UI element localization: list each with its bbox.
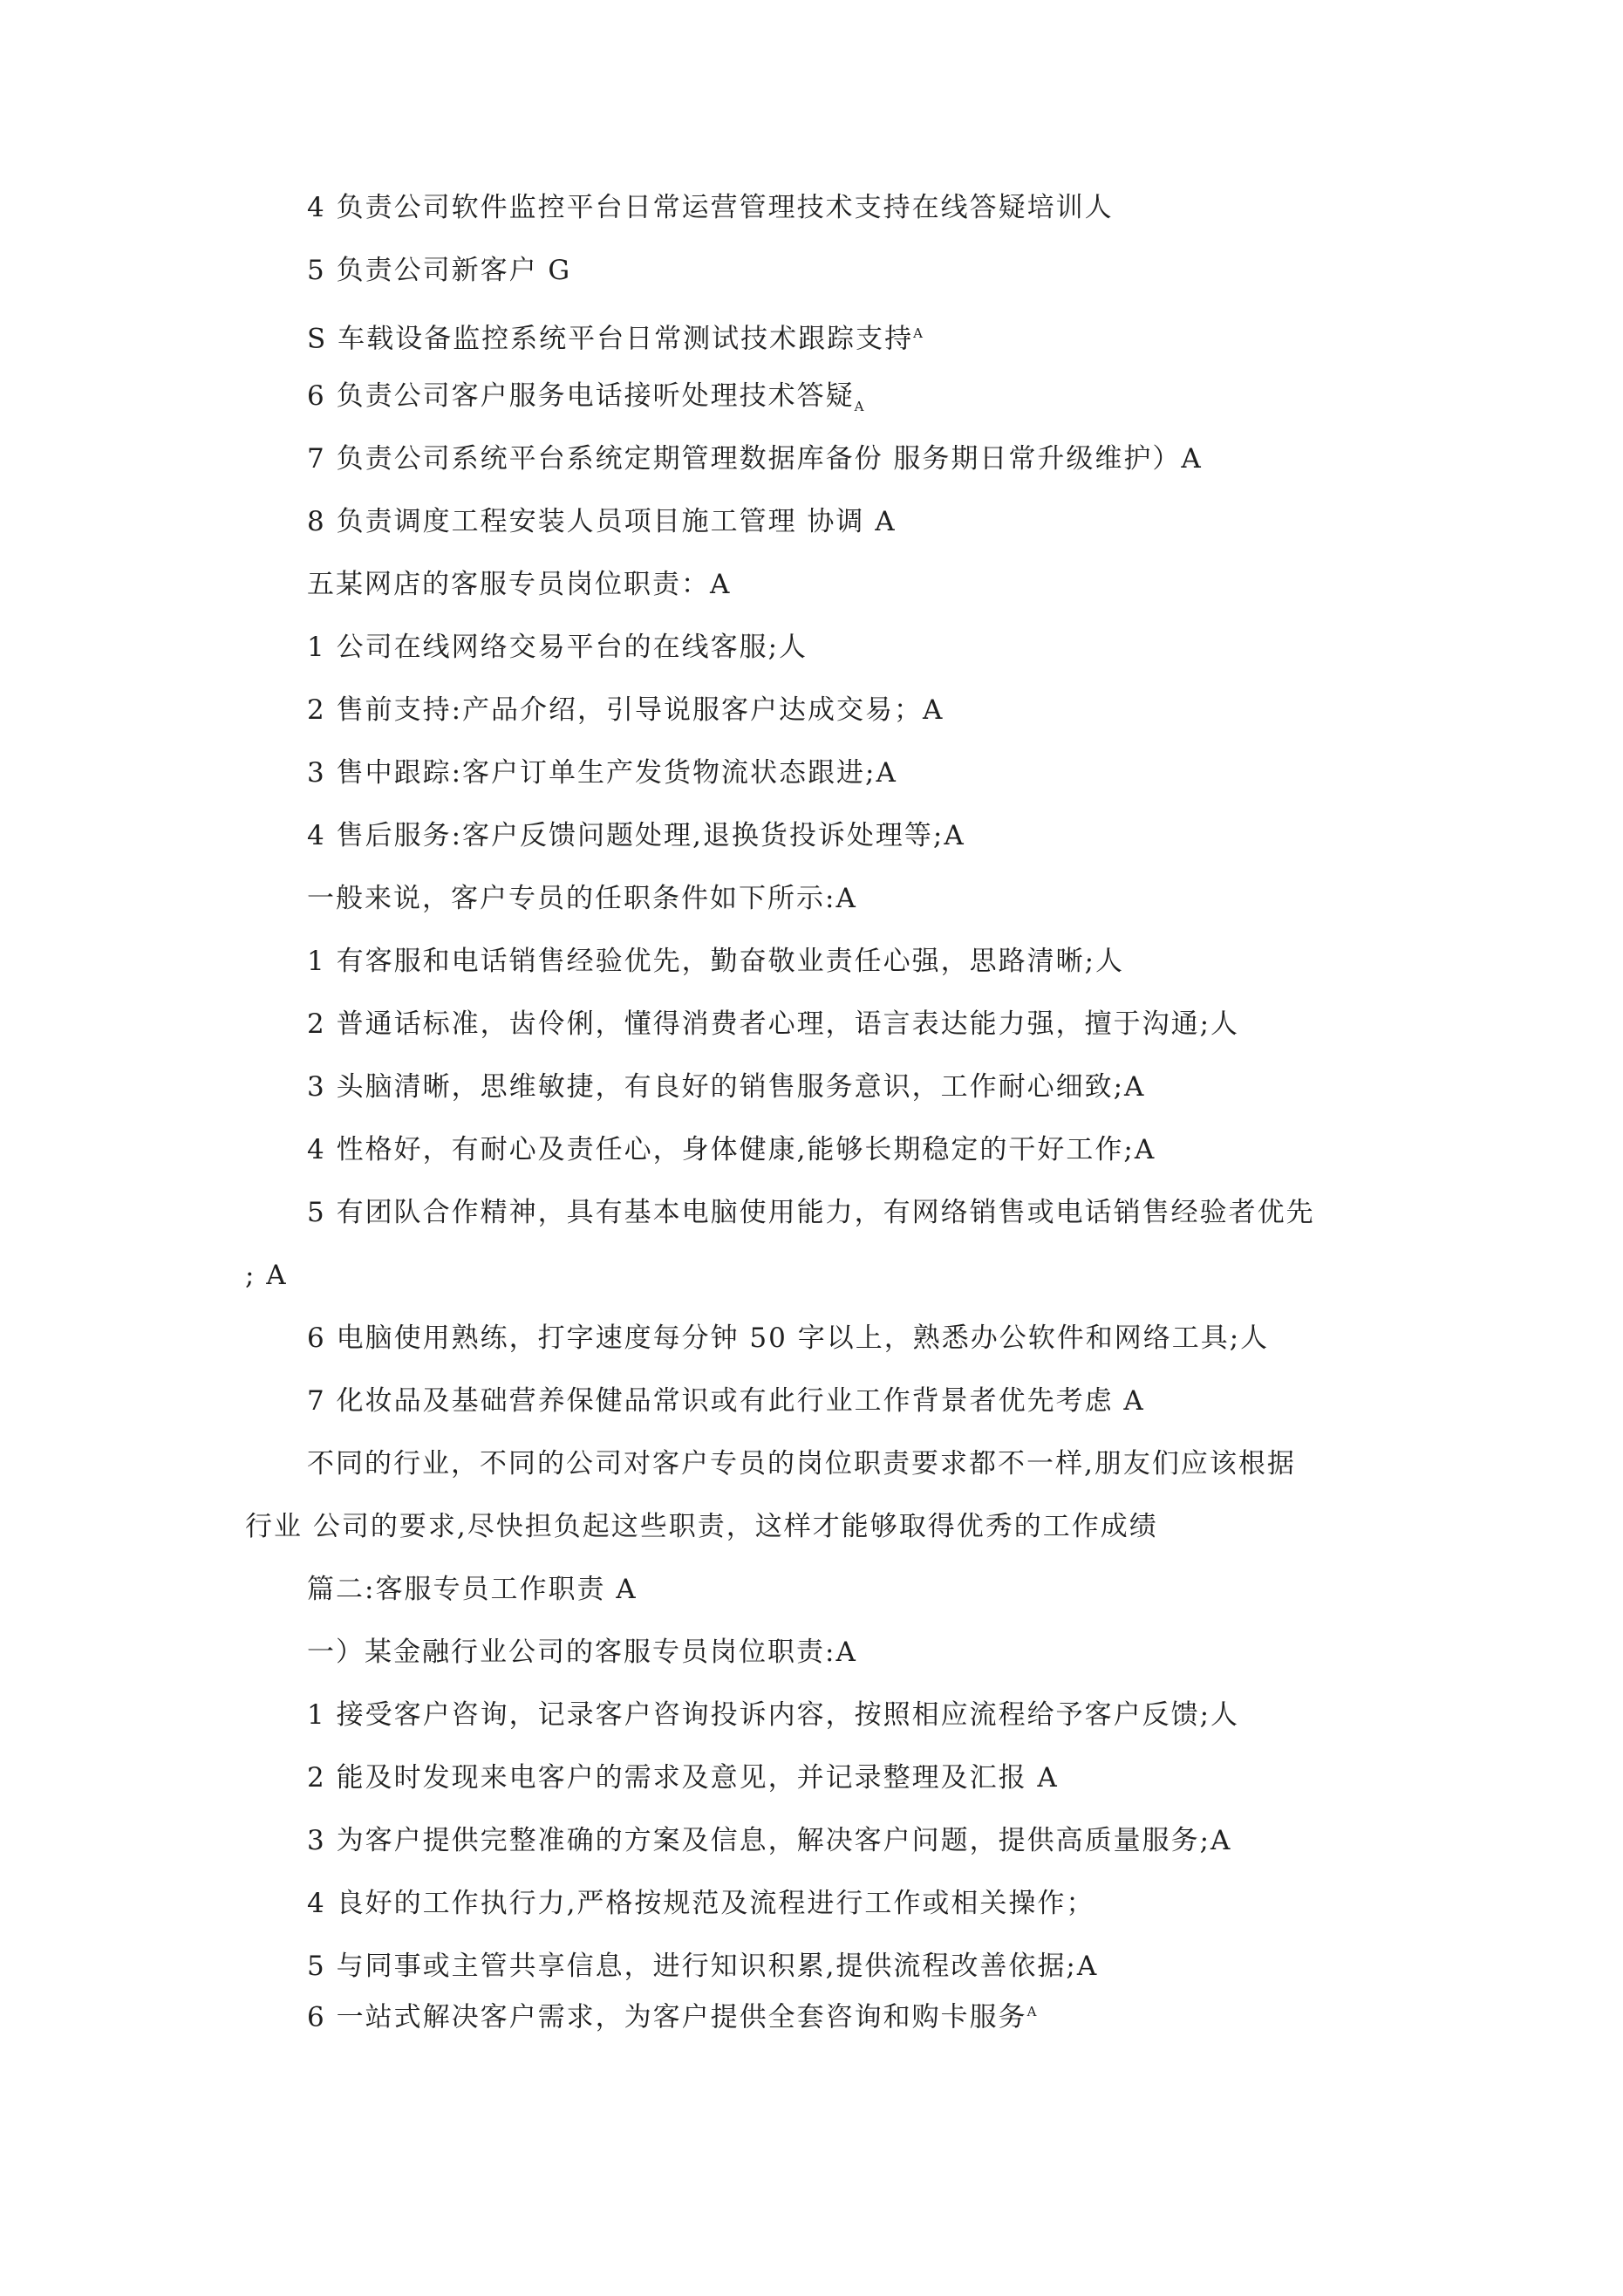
text-line: 5 负责公司新客户 G (307, 255, 572, 286)
section-heading: 篇二:客服专员工作职责 A (307, 1574, 638, 1605)
text-line: 不同的行业，不同的公司对客户专员的岗位职责要求都不一样,朋友们应该根据 (307, 1448, 1296, 1479)
text-line: 一般来说，客户专员的任职条件如下所示:A (307, 883, 857, 914)
small-mark: A (913, 325, 923, 341)
text-line-main: 6 负责公司客户服务电话接听处理技术答疑 (307, 380, 855, 412)
text-line-main: S 车载设备监控系统平台日常测试技术跟踪支持 (307, 323, 914, 355)
text-line: 4 售后服务:客户反馈问题处理,退换货投诉处理等;A (307, 820, 965, 851)
text-line: 7 负责公司系统平台系统定期管理数据库备份 服务期日常升级维护）A (307, 443, 1203, 475)
text-line: 4 良好的工作执行力,严格按规范及流程进行工作或相关操作； (307, 1888, 1095, 1919)
text-line: 3 头脑清晰，思维敏捷，有良好的销售服务意识，工作耐心细致;A (307, 1071, 1146, 1103)
text-line (307, 1994, 1036, 2034)
text-line: 行业 公司的要求,尽快担负起这些职责，这样才能够取得优秀的工作成绩 (245, 1511, 1158, 1542)
text-line-main: 6 一站式解决客户需求，为客户提供全套咨询和购卡服务 (307, 2001, 1027, 2033)
text-line: ; A (245, 1260, 288, 1291)
text-line: 3 售中跟踪:客户订单生产发货物流状态跟进;A (307, 757, 897, 789)
text-line: 4 负责公司软件监控平台日常运营管理技术支持在线答疑培训人 (307, 192, 1114, 223)
text-line (307, 379, 863, 424)
text-line: 1 有客服和电话销售经验优先，勤奋敬业责任心强，思路清晰;人 (307, 946, 1125, 977)
text-line: 7 化妆品及基础营养保健品常识或有此行业工作背景者优先考虑 A (307, 1385, 1145, 1417)
small-mark: A (854, 399, 864, 415)
text-line: 2 能及时发现来电客户的需求及意见，并记录整理及汇报 A (307, 1762, 1059, 1794)
text-line: 1 接受客户咨询，记录客户咨询投诉内容，按照相应流程给予客户反馈;人 (307, 1699, 1240, 1731)
text-line: 5 与同事或主管共享信息，进行知识积累,提供流程改善依据;A (307, 1951, 1099, 1982)
text-line: 6 电脑使用熟练，打字速度每分钟 50 字以上，熟悉办公软件和网络工具;人 (307, 1322, 1270, 1354)
text-line: 3 为客户提供完整准确的方案及信息，解决客户问题，提供高质量服务;A (307, 1825, 1232, 1856)
section-heading: 五某网店的客服专员岗位职责：A (307, 569, 732, 600)
section-heading: 一）某金融行业公司的客服专员岗位职责:A (307, 1637, 857, 1668)
text-line: 2 普通话标准，齿伶俐，懂得消费者心理，语言表达能力强，擅于沟通;人 (307, 1008, 1240, 1040)
small-mark: A (1026, 2004, 1037, 2019)
text-line: 1 公司在线网络交易平台的在线客服;人 (307, 632, 808, 663)
text-line: 8 负责调度工程安装人员项目施工管理 协调 A (307, 506, 897, 537)
text-line: 4 性格好，有耐心及责任心，身体健康,能够长期稳定的干好工作;A (307, 1134, 1156, 1165)
text-line: 2 售前支持:产品介绍，引导说服客户达成交易；A (307, 694, 944, 726)
text-line: 5 有团队合作精神，具有基本电脑使用能力，有网络销售或电话销售经验者优先 (307, 1197, 1315, 1228)
text-line (307, 316, 923, 356)
